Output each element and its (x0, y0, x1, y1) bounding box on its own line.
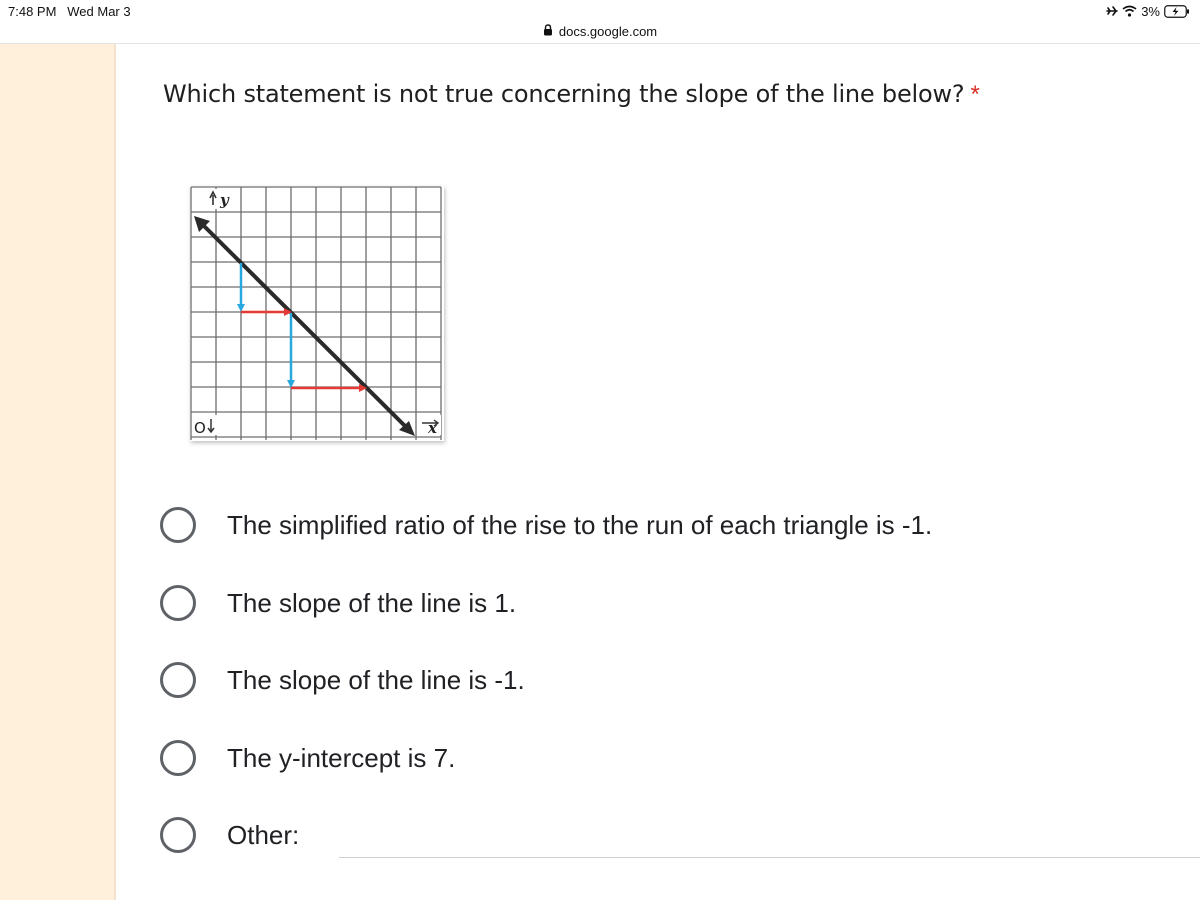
battery-charging-icon (1164, 5, 1190, 18)
status-indicators (1106, 3, 1190, 19)
option-3[interactable] (160, 662, 525, 698)
option-4[interactable] (160, 740, 455, 776)
status-clock: 7:48 PM (8, 4, 57, 19)
option-other[interactable] (160, 817, 299, 853)
option-2[interactable] (160, 585, 516, 621)
other-text-input[interactable] (339, 857, 1200, 858)
question-title (163, 80, 980, 109)
url-text: docs.google.com (558, 23, 658, 39)
lock-icon (543, 24, 553, 39)
radio-button[interactable] (160, 507, 196, 543)
status-date: Wed Mar 3 (67, 4, 131, 19)
status-time (8, 4, 131, 19)
radio-button[interactable] (160, 817, 196, 853)
question-image (182, 178, 454, 448)
radio-button[interactable] (160, 740, 196, 776)
question-text: Which statement is not true concerning the slope of the line below? (163, 80, 965, 108)
origin-label: O (194, 419, 206, 437)
graph-background (190, 186, 444, 441)
radio-button[interactable] (160, 662, 196, 698)
slope-graph (182, 178, 454, 448)
x-axis-label: x (428, 419, 437, 437)
option-label: The simplified ratio of the rise to the run of each triangle is -1. (227, 509, 933, 540)
airplane-icon (1106, 5, 1118, 17)
battery-percent: 3% (1141, 3, 1160, 19)
option-label: The y-intercept is 7. (227, 742, 456, 773)
radio-button[interactable] (160, 585, 196, 621)
toolbar-divider (0, 43, 1200, 44)
y-axis-label: y (220, 191, 229, 209)
option-label: Other: (227, 819, 300, 850)
option-1[interactable] (160, 507, 932, 543)
address-bar[interactable] (0, 18, 1200, 44)
side-panel (0, 44, 116, 900)
option-label: The slope of the line is 1. (227, 587, 517, 618)
option-label: The slope of the line is -1. (227, 664, 525, 695)
wifi-icon (1122, 5, 1137, 17)
required-asterisk: * (970, 81, 980, 108)
